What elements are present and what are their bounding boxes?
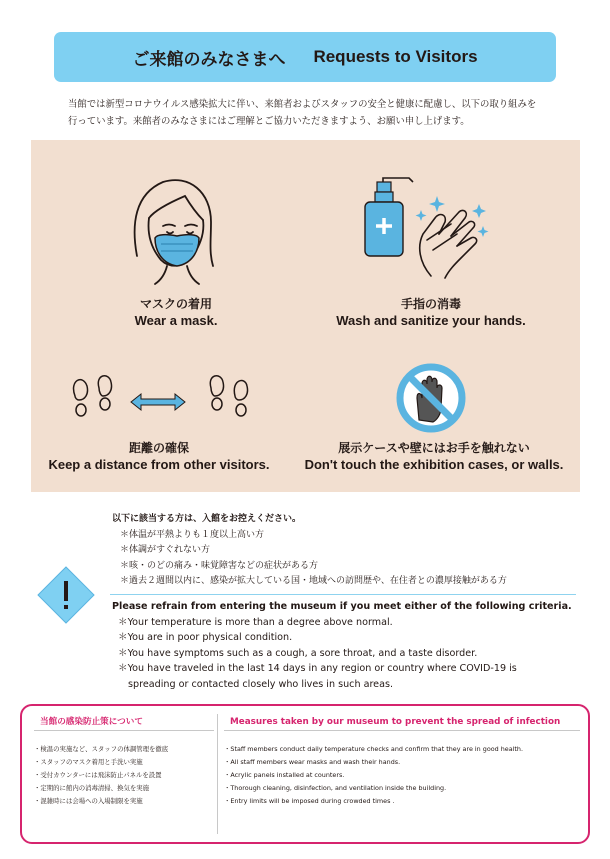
criteria-item: ＊過去２週間以内に、感染が拡大している国・地域への訪問歴や、在住者との濃厚接触がある方 bbox=[120, 576, 507, 586]
request-label-en: Don't touch the exhibition cases, or walls. bbox=[304, 457, 564, 472]
criteria-heading-jp: 以下に該当する方は、入館をお控えください。 bbox=[112, 514, 302, 524]
measures-item: ・Thorough cleaning, disinfection, and ventilation inside the building. bbox=[224, 784, 447, 792]
criteria-heading-en: Please refrain from entering the museum if you meet either of the following criteria. bbox=[112, 601, 572, 612]
mask-face-icon bbox=[127, 174, 219, 286]
request-distance bbox=[39, 440, 279, 473]
measures-item: ・検温の実施など、スタッフの体調管理を徹底 bbox=[34, 745, 169, 753]
request-mask bbox=[91, 296, 261, 329]
criteria-item: ＊You are in poor physical condition. bbox=[118, 632, 293, 643]
measures-item: ・Staff members conduct daily temperature checks and confirm that they are in good health. bbox=[224, 745, 523, 753]
criteria-jp bbox=[112, 512, 507, 590]
measures-rule bbox=[34, 730, 214, 731]
request-label-jp: 展示ケースや壁にはお手を触れない bbox=[338, 441, 530, 455]
page-title-en: Requests to Visitors bbox=[313, 47, 478, 66]
exclamation-diamond-icon bbox=[36, 565, 96, 625]
measures-en bbox=[224, 714, 580, 808]
request-label-en: Keep a distance from other visitors. bbox=[48, 457, 270, 472]
measures-item: ・Acrylic panels installed at counters. bbox=[224, 771, 345, 779]
intro-text bbox=[68, 96, 546, 130]
measures-column-divider bbox=[217, 714, 218, 834]
criteria-item: ＊You have symptoms such as a cough, a sore throat, and a taste disorder. bbox=[118, 647, 478, 659]
request-label-en: Wear a mask. bbox=[134, 313, 218, 328]
measures-item: ・定期的に館内の消毒清掃、換気を実施 bbox=[34, 784, 150, 792]
measures-title-en: Measures taken by our museum to prevent the spread of infection bbox=[230, 717, 561, 727]
criteria-item: ＊体調がすぐれない方 bbox=[120, 545, 211, 555]
criteria-item: ＊体温が平熱よりも１度以上高い方 bbox=[120, 529, 265, 540]
criteria-item: ＊You have traveled in the last 14 days in any region or country where COVID-19 is bbox=[118, 663, 517, 674]
criteria-item: ＊咳・のどの痛み・味覚障害などの症状がある方 bbox=[120, 560, 319, 571]
request-label-en: Wash and sanitize your hands. bbox=[336, 313, 526, 328]
intro-line: 当館では新型コロナウイルス感染拡大に伴い、来館者およびスタッフの安全と健康に配慮し、以下の取り組みを bbox=[68, 99, 537, 110]
criteria-item: ＊Your temperature is more than a degree above normal. bbox=[118, 616, 393, 628]
request-label-jp: 距離の確保 bbox=[128, 441, 189, 455]
no-touch-icon bbox=[395, 362, 467, 434]
measures-rule bbox=[224, 730, 580, 731]
measures-box bbox=[20, 704, 590, 844]
criteria-en bbox=[112, 599, 582, 692]
measures-item: ・スタッフのマスク着用と手洗い実施 bbox=[34, 758, 143, 766]
hand-sanitizer-icon bbox=[361, 174, 493, 282]
request-no-touch bbox=[289, 440, 579, 473]
intro-line: 行っています。来館者のみなさまにはご理解とご協力いただきますよう、お願い申し上げます。 bbox=[68, 116, 470, 127]
request-label-jp: マスクの着用 bbox=[139, 297, 212, 311]
page-title-bar bbox=[54, 32, 556, 82]
measures-item: ・Entry limits will be imposed during crowded times . bbox=[224, 797, 395, 805]
footprints-distance-icon bbox=[65, 374, 253, 434]
page-title-jp: ご来館のみなさまへ bbox=[132, 49, 286, 70]
criteria-item-continuation: spreading or contacted closely who lives in such areas. bbox=[128, 678, 394, 690]
request-label-jp: 手指の消毒 bbox=[400, 297, 461, 311]
measures-jp bbox=[34, 714, 214, 808]
requests-panel bbox=[31, 140, 580, 492]
criteria-divider bbox=[110, 594, 576, 595]
measures-item: ・受付カウンターには飛沫防止パネルを設置 bbox=[34, 771, 162, 779]
request-sanitize bbox=[301, 296, 561, 329]
measures-title-jp: 当館の感染防止策について bbox=[40, 717, 143, 727]
measures-item: ・All staff members wear masks and wash their hands. bbox=[224, 758, 401, 766]
measures-item: ・混雑時には会場への入場制限を実施 bbox=[34, 797, 143, 805]
